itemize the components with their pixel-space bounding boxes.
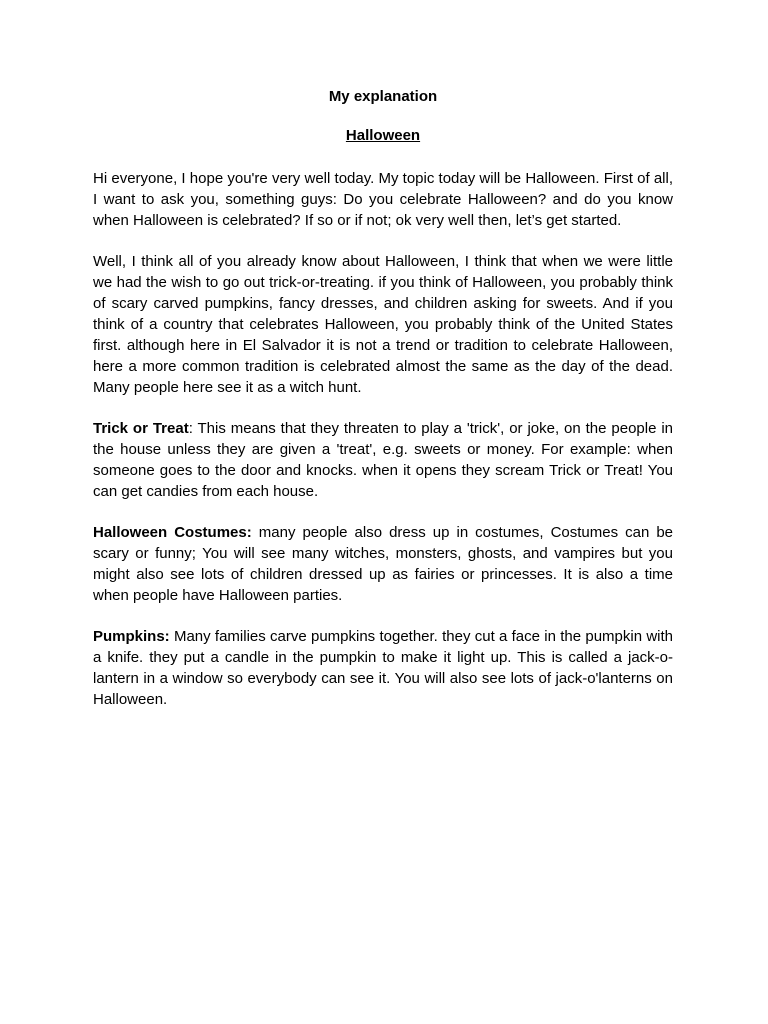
pumpkins-text: Many families carve pumpkins together. they cut a face in the pumpkin with a knife. they put a candle in the pumpkin to make it light up. This is called a jack-o-lantern in a window so everybody can see it. You will also see lots of jack-o'lanterns on Halloween. [93,628,673,708]
trick-or-treat-text: : This means that they threaten to play a 'trick', or joke, on the people in the house unless they are given a 'treat', e.g. sweets or money. For example: when someone goes to the door and knocks. when it opens they scream Trick or Treat! You can get candies from each house. [93,420,674,500]
pumpkins-term: Pumpkins: [93,628,170,645]
document-title: My explanation [328,88,438,105]
intro-paragraph: Hi everyone, I hope you're very well today. My topic today will be Halloween. First of all, I want to ask you, something guys: Do you celebrate Halloween? and do you know when Halloween is celebrated? If so or if not; ok very well then, let’s get started. [93,170,673,229]
pumpkins-paragraph [93,626,673,710]
costumes-text: many people also dress up in costumes, Costumes can be scary or funny; You will see many witches, monsters, ghosts, and vampires but you might also see lots of children dressed up as fairies or princesses. It is also a time when people have Halloween parties. [93,524,674,604]
costumes-paragraph [93,522,673,606]
document-page [93,87,673,710]
document-subtitle: Halloween [345,127,421,144]
background-paragraph: Well, I think all of you already know about Halloween, I think that when we were little we had the wish to go out trick-or-treating. if you think of Halloween, you probably think of scary carved pumpkins, fancy dresses, and children asking for sweets. And if you think of a country that celebrates Halloween, you probably think of the United States first. although here in El Salvador it is not a trend or tradition to celebrate Halloween, here a more common tradition is celebrated almost the same as the day of the dead. Many people here see it as a witch hunt. [93,253,673,396]
trick-or-treat-paragraph [93,418,673,502]
costumes-term: Halloween Costumes: [93,524,252,541]
trick-or-treat-term: Trick or Treat [93,420,189,437]
